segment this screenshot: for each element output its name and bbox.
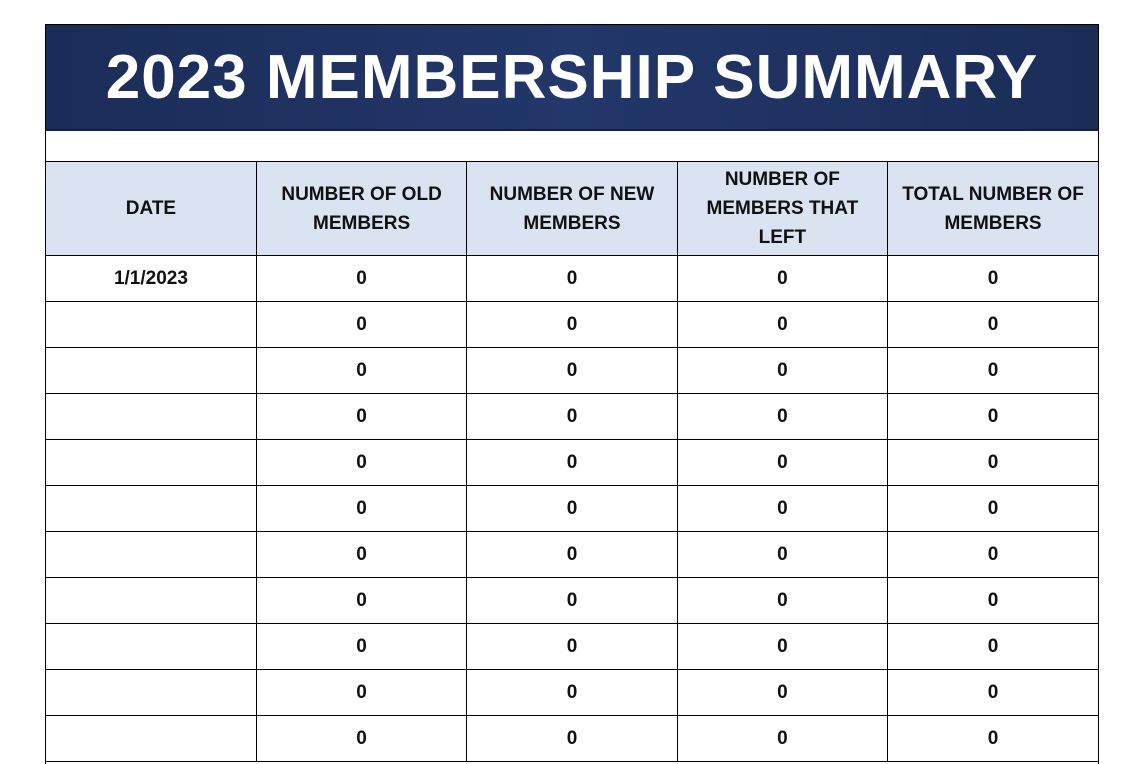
cell-old-members[interactable]: 0 bbox=[256, 440, 466, 486]
cell-members-left[interactable]: 0 bbox=[677, 394, 887, 440]
cell-old-members[interactable]: 0 bbox=[256, 486, 466, 532]
cell-date[interactable] bbox=[46, 348, 256, 394]
cell-date[interactable]: 1/1/2023 bbox=[46, 256, 256, 302]
cell-new-members[interactable]: 0 bbox=[467, 578, 677, 624]
cell-old-members[interactable]: 0 bbox=[256, 532, 466, 578]
table-row bbox=[46, 348, 1098, 394]
cell-old-members[interactable]: 0 bbox=[256, 256, 466, 302]
page-title: 2023 MEMBERSHIP SUMMARY bbox=[105, 42, 1039, 112]
cell-members-left[interactable]: 0 bbox=[677, 578, 887, 624]
header-row bbox=[46, 162, 1098, 256]
cell-members-left[interactable]: 0 bbox=[677, 670, 887, 716]
table-row bbox=[46, 532, 1098, 578]
header-date[interactable]: DATE bbox=[46, 162, 256, 256]
cell-new-members[interactable]: 0 bbox=[467, 670, 677, 716]
title-bar bbox=[46, 25, 1098, 131]
cell-new-members[interactable]: 0 bbox=[467, 716, 677, 762]
header-members-left[interactable]: NUMBER OF MEMBERS THAT LEFT bbox=[677, 162, 887, 256]
cell-date[interactable] bbox=[46, 624, 256, 670]
cell-date[interactable] bbox=[46, 440, 256, 486]
table-row bbox=[46, 716, 1098, 762]
cell-total-members[interactable]: 0 bbox=[888, 440, 1098, 486]
cell-date[interactable] bbox=[46, 532, 256, 578]
cell-date[interactable] bbox=[46, 716, 256, 762]
cell-new-members[interactable]: 0 bbox=[467, 624, 677, 670]
cell-old-members[interactable]: 0 bbox=[256, 624, 466, 670]
cell-old-members[interactable]: 0 bbox=[256, 578, 466, 624]
cell-total-members[interactable]: 0 bbox=[888, 532, 1098, 578]
cell-new-members[interactable]: 0 bbox=[467, 348, 677, 394]
cell-total-members[interactable]: 0 bbox=[888, 670, 1098, 716]
table-row bbox=[46, 302, 1098, 348]
cell-members-left[interactable]: 0 bbox=[677, 716, 887, 762]
header-new-members[interactable]: NUMBER OF NEW MEMBERS bbox=[467, 162, 677, 256]
cell-members-left[interactable]: 0 bbox=[677, 302, 887, 348]
cell-old-members[interactable]: 0 bbox=[256, 348, 466, 394]
cell-date[interactable] bbox=[46, 302, 256, 348]
table-row bbox=[46, 624, 1098, 670]
table-row bbox=[46, 440, 1098, 486]
table-row bbox=[46, 394, 1098, 440]
cell-total-members[interactable]: 0 bbox=[888, 348, 1098, 394]
cell-total-members[interactable]: 0 bbox=[888, 716, 1098, 762]
cell-members-left[interactable]: 0 bbox=[677, 486, 887, 532]
cell-date[interactable] bbox=[46, 394, 256, 440]
cell-new-members[interactable]: 0 bbox=[467, 256, 677, 302]
cell-total-members[interactable]: 0 bbox=[888, 394, 1098, 440]
membership-table bbox=[46, 162, 1098, 762]
cell-members-left[interactable]: 0 bbox=[677, 440, 887, 486]
cell-total-members[interactable]: 0 bbox=[888, 578, 1098, 624]
cell-members-left[interactable]: 0 bbox=[677, 532, 887, 578]
cell-new-members[interactable]: 0 bbox=[467, 532, 677, 578]
cell-old-members[interactable]: 0 bbox=[256, 302, 466, 348]
cell-new-members[interactable]: 0 bbox=[467, 486, 677, 532]
table-row bbox=[46, 256, 1098, 302]
cell-total-members[interactable]: 0 bbox=[888, 624, 1098, 670]
cell-old-members[interactable]: 0 bbox=[256, 716, 466, 762]
cell-old-members[interactable]: 0 bbox=[256, 670, 466, 716]
table-row bbox=[46, 578, 1098, 624]
cell-new-members[interactable]: 0 bbox=[467, 440, 677, 486]
table-row bbox=[46, 670, 1098, 716]
cell-members-left[interactable]: 0 bbox=[677, 256, 887, 302]
cell-new-members[interactable]: 0 bbox=[467, 394, 677, 440]
cell-date[interactable] bbox=[46, 578, 256, 624]
spacer-row[interactable] bbox=[46, 131, 1098, 162]
cell-date[interactable] bbox=[46, 486, 256, 532]
cell-total-members[interactable]: 0 bbox=[888, 302, 1098, 348]
header-old-members[interactable]: NUMBER OF OLD MEMBERS bbox=[256, 162, 466, 256]
cell-old-members[interactable]: 0 bbox=[256, 394, 466, 440]
cell-members-left[interactable]: 0 bbox=[677, 624, 887, 670]
table-body bbox=[46, 256, 1098, 762]
cell-total-members[interactable]: 0 bbox=[888, 256, 1098, 302]
cell-members-left[interactable]: 0 bbox=[677, 348, 887, 394]
cell-total-members[interactable]: 0 bbox=[888, 486, 1098, 532]
cell-date[interactable] bbox=[46, 670, 256, 716]
cell-new-members[interactable]: 0 bbox=[467, 302, 677, 348]
membership-sheet bbox=[45, 24, 1099, 764]
header-total-members[interactable]: TOTAL NUMBER OF MEMBERS bbox=[888, 162, 1098, 256]
table-row bbox=[46, 486, 1098, 532]
